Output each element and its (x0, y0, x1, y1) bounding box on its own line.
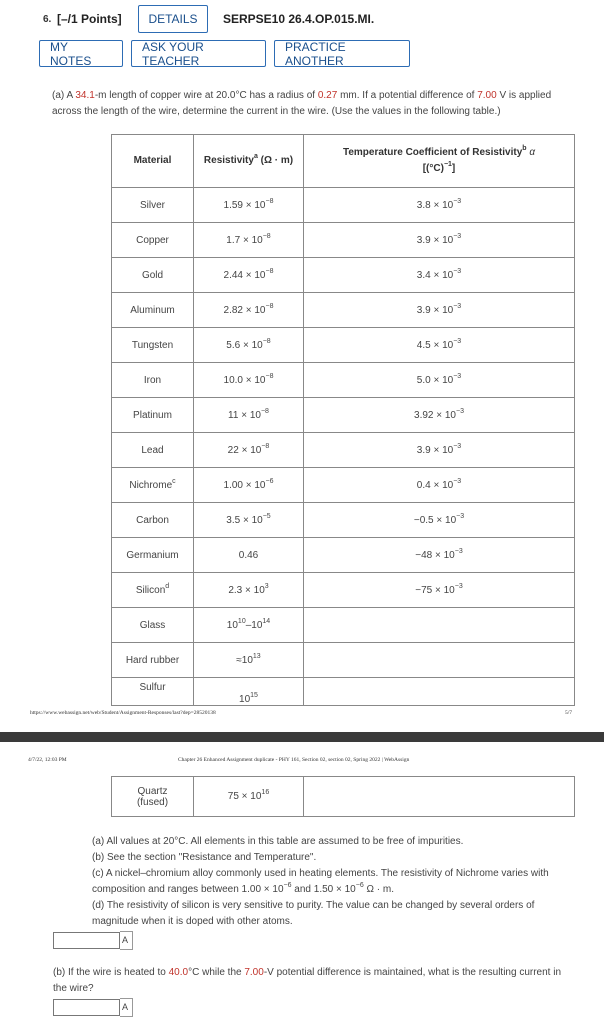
header-resistivity: Resistivity$^a$ (Ω · m) (194, 135, 304, 188)
footnote-c: (c) A nickel–chromium alloy commonly used in heating elements. The resistivity of Nichrome varies with composition and ranges between $1.00 \times 10^{-6}$ and $1.50 \times 10^{-6}$ Ω · m. (92, 868, 549, 895)
resistivity-cell: $10^{15}$ (194, 678, 304, 706)
resistivity-cell: $3.5 \times 10^{-5}$ (194, 503, 304, 538)
temp-coefficient-cell: $-75 \times 10^{-3}$ (304, 573, 575, 608)
resistivity-cell: $5.6 \times 10^{-8}$ (194, 328, 304, 363)
table-row (112, 328, 575, 363)
table-row (112, 258, 575, 293)
table-row (112, 398, 575, 433)
resistivity-cell: $75 \times 10^{16}$ (194, 777, 304, 817)
details-button[interactable]: DETAILS (138, 5, 208, 33)
material-cell: Quartz (fused) (112, 777, 194, 817)
material-cell: Silver (112, 188, 194, 223)
temp-coefficient-cell (304, 777, 575, 817)
material-cell: Silicon$^d$ (112, 573, 194, 608)
footer-page-number: 5/7 (564, 710, 572, 716)
voltage-value: 7.00 (477, 90, 497, 101)
part-a-prompt: (a) A 34.1-m length of copper wire at 20.0°C has a radius of 0.27 mm. If a potential difference of 7.00 V is applied across the length of the wire, determine the current in the wire. (Use the values in the following table.) (52, 90, 552, 117)
resistivity-cell: $1.59 \times 10^{-8}$ (194, 188, 304, 223)
header-temp-coefficient: Temperature Coefficient of Resistivity$^b$ α $[(^\circ C)^{-1}]$ (304, 135, 575, 188)
material-cell: Tungsten (112, 328, 194, 363)
table-row (112, 608, 575, 643)
temp-coefficient-cell: $3.92 \times 10^{-3}$ (304, 398, 575, 433)
temp-coefficient-cell: $5.0 \times 10^{-3}$ (304, 363, 575, 398)
temp-coefficient-cell: $-0.5 \times 10^{-3}$ (304, 503, 575, 538)
resistivity-cell: $\approx 10^{13}$ (194, 643, 304, 678)
table-row (112, 538, 575, 573)
resistivity-cell: $2.3 \times 10^3$ (194, 573, 304, 608)
material-cell: Platinum (112, 398, 194, 433)
table-row (112, 643, 575, 678)
practice-another-button[interactable]: PRACTICE ANOTHER (274, 40, 410, 67)
resistivity-table-continued (111, 776, 575, 817)
table-row (112, 503, 575, 538)
resistivity-cell: $1.00 \times 10^{-6}$ (194, 468, 304, 503)
length-value: 34.1 (75, 90, 95, 101)
temp-coefficient-cell: $4.5 \times 10^{-3}$ (304, 328, 575, 363)
material-cell: Iron (112, 363, 194, 398)
print-title: Chapter 26 Enhanced Assignment duplicate - PHY 161, Section 02, section 02, Spring 2022 | WebAssign (178, 757, 410, 763)
table-row (112, 678, 575, 706)
temp-coefficient-cell: $3.9 \times 10^{-3}$ (304, 223, 575, 258)
resistivity-cell: $11 \times 10^{-8}$ (194, 398, 304, 433)
resistivity-cell: $10^{10}-10^{14}$ (194, 608, 304, 643)
material-cell: Lead (112, 433, 194, 468)
question-points: [–/1 Points] (57, 12, 122, 26)
table-row (112, 363, 575, 398)
temp-coefficient-cell (304, 678, 575, 706)
resistivity-table (111, 134, 575, 706)
resistivity-cell: $10.0 \times 10^{-8}$ (194, 363, 304, 398)
temp-coefficient-cell: $3.9 \times 10^{-3}$ (304, 433, 575, 468)
print-date: 4/7/22, 12:03 PM (28, 757, 67, 763)
material-cell: Germanium (112, 538, 194, 573)
table-footnotes (92, 834, 562, 930)
material-cell: Hard rubber (112, 643, 194, 678)
question-number: 6. (43, 14, 52, 25)
part-b-prompt: (b) If the wire is heated to 40.0°C while the 7.00-V potential difference is maintained, what is the resulting current in the wire? (53, 967, 562, 994)
table-row (112, 188, 575, 223)
temp-coefficient-cell: $-48 \times 10^{-3}$ (304, 538, 575, 573)
answer-a-row (53, 931, 133, 950)
temperature-value: 40.0 (168, 967, 189, 978)
resistivity-cell: $22 \times 10^{-8}$ (194, 433, 304, 468)
material-cell: Glass (112, 608, 194, 643)
answer-a-unit: A (120, 931, 133, 950)
resistivity-cell: 0.46 (194, 538, 304, 573)
voltage-value-b: 7.00 (244, 967, 264, 978)
material-cell: Gold (112, 258, 194, 293)
page-two (0, 742, 604, 1024)
my-notes-button[interactable]: MY NOTES (39, 40, 123, 67)
answer-b-row (53, 998, 133, 1017)
table-row (112, 293, 575, 328)
footnote-a: (a) All values at 20°C. All elements in this table are assumed to be free of impurities. (92, 836, 464, 847)
material-cell: Copper (112, 223, 194, 258)
footnote-d: (d) The resistivity of silicon is very sensitive to purity. The value can be changed by several orders of magnitude when it is doped with other atoms. (92, 900, 535, 927)
footnote-b: (b) See the section "Resistance and Temperature". (92, 852, 317, 863)
answer-a-input[interactable] (53, 932, 120, 949)
material-cell: Nichrome$^c$ (112, 468, 194, 503)
temp-coefficient-cell (304, 608, 575, 643)
resistivity-cell: $1.7 \times 10^{-8}$ (194, 223, 304, 258)
temp-coefficient-cell: $3.4 \times 10^{-3}$ (304, 258, 575, 293)
ask-teacher-button[interactable]: ASK YOUR TEACHER (131, 40, 266, 67)
table-row (112, 573, 575, 608)
material-cell: Carbon (112, 503, 194, 538)
table-row (112, 433, 575, 468)
table-row (112, 223, 575, 258)
temp-coefficient-cell (304, 643, 575, 678)
table-row (112, 468, 575, 503)
temp-coefficient-cell: $0.4 \times 10^{-3}$ (304, 468, 575, 503)
question-code: SERPSE10 26.4.OP.015.MI. (223, 12, 375, 26)
material-cell: Sulfur (112, 678, 194, 706)
temp-coefficient-cell: $3.9 \times 10^{-3}$ (304, 293, 575, 328)
page-separator (0, 732, 604, 742)
material-cell: Aluminum (112, 293, 194, 328)
table-header-row (112, 135, 575, 188)
footer-url: https://www.webassign.net/web/Student/Assignment-Responses/last?dep=28520138 (30, 710, 216, 716)
answer-b-unit: A (120, 998, 133, 1017)
header-material: Material (112, 135, 194, 188)
answer-b-input[interactable] (53, 999, 120, 1016)
resistivity-cell: $2.82 \times 10^{-8}$ (194, 293, 304, 328)
table-row (112, 777, 575, 817)
resistivity-cell: $2.44 \times 10^{-8}$ (194, 258, 304, 293)
temp-coefficient-cell: $3.8 \times 10^{-3}$ (304, 188, 575, 223)
radius-value: 0.27 (317, 90, 338, 101)
